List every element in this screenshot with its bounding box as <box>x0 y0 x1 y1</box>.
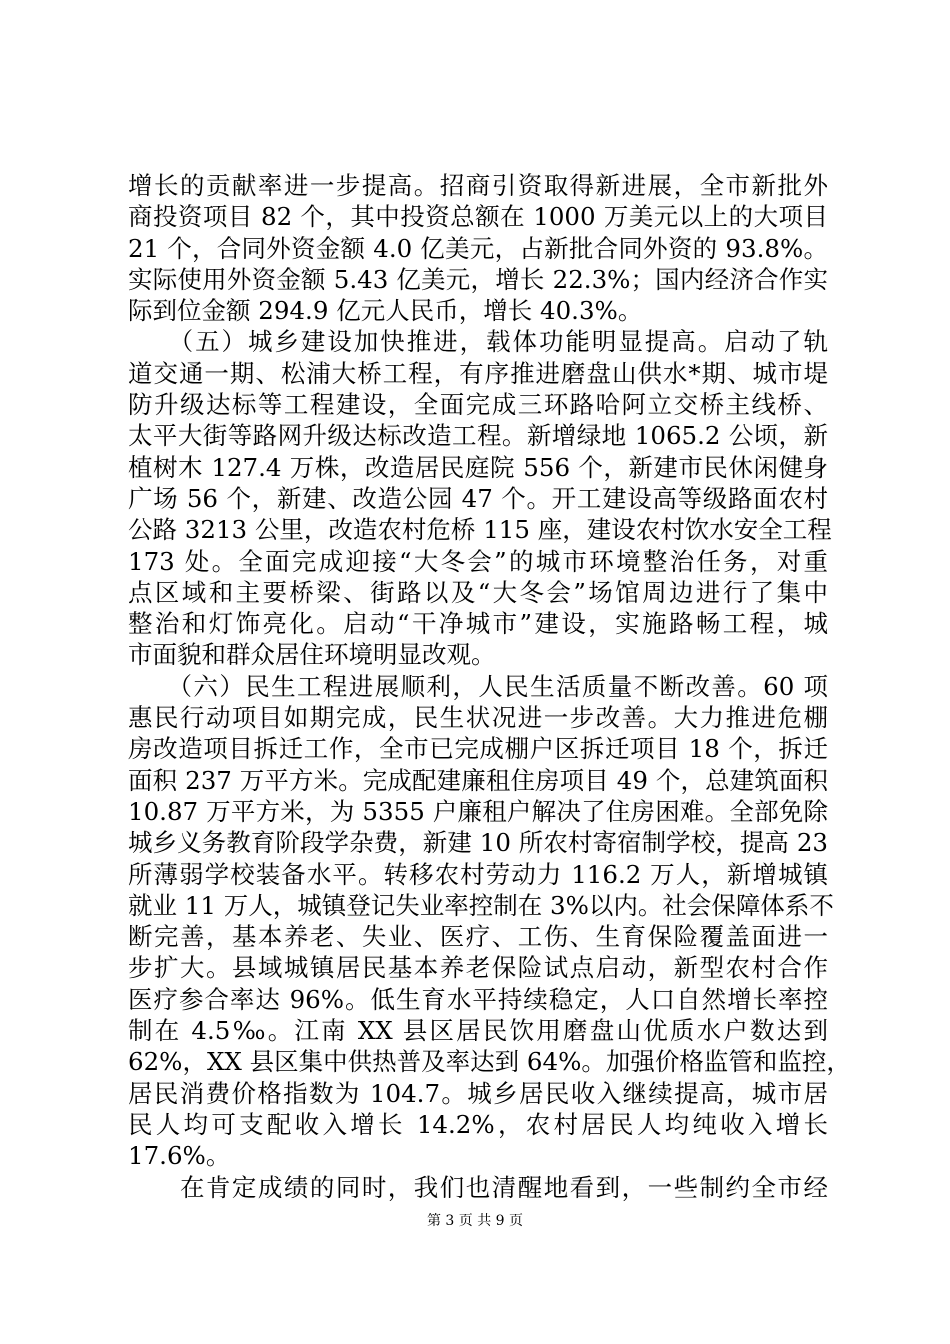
page-footer: 第 3 页 共 9 页 <box>426 1213 524 1229</box>
text-line: （六）民生工程进展顺利，人民生活质量不断改善。60 项 <box>128 671 828 701</box>
text-line: 公路 3213 公里，改造农村危桥 115 座，建设农村饮水安全工程 <box>128 515 832 545</box>
text-line: 居民消费价格指数为 104.7。城乡居民收入继续提高，城市居 <box>128 1078 828 1108</box>
text-line: 增长的贡献率进一步提高。招商引资取得新进展，全市新批外 <box>128 171 828 200</box>
text-line: 实际使用外资金额 5.43 亿美元，增长 22.3%；国内经济合作实 <box>128 264 828 294</box>
text-line: 21 个，合同外资金额 4.0 亿美元，占新批合同外资的 93.8%。 <box>128 233 828 263</box>
text-line: 太平大街等路网升级达标改造工程。新增绿地 1065.2 公顷，新 <box>128 421 828 451</box>
text-line: 整治和灯饰亮化。启动“干净城市”建设，实施路畅工程，城 <box>128 609 828 639</box>
text-line: 就业 11 万人，城镇登记失业率控制在 3%以内。社会保障体系不 <box>128 890 834 920</box>
text-line: 医疗参合率达 96%。低生育水平持续稳定，人口自然增长率控 <box>128 984 828 1014</box>
text-line: 17.6%。 <box>128 1141 231 1171</box>
text-line: 面积 237 万平方米。完成配建廉租住房项目 49 个，总建筑面积 <box>128 765 828 795</box>
text-line: 商投资项目 82 个，其中投资总额在 1000 万美元以上的大项目 <box>128 202 828 232</box>
text-line: 惠民行动项目如期完成，民生状况进一步改善。大力推进危棚 <box>128 703 828 733</box>
text-line: 际到位金额 294.9 亿元人民币，增长 40.3%。 <box>128 296 643 326</box>
text-line: 制在 4.5‰。江南 XX 县区居民饮用磨盘山优质水户数达到 <box>128 1016 828 1046</box>
text-line: 所薄弱学校装备水平。转移农村劳动力 116.2 万人，新增城镇 <box>128 859 828 889</box>
text-line: 城乡义务教育阶段学杂费，新建 10 所农村寄宿制学校，提高 23 <box>128 828 828 858</box>
text-line: 在肯定成绩的同时，我们也清醒地看到，一些制约全市经 <box>128 1172 828 1202</box>
text-line: 民人均可支配收入增长 14.2%，农村居民人均纯收入增长 <box>128 1109 828 1139</box>
text-line: 173 处。全面完成迎接“大冬会”的城市环境整治任务，对重 <box>128 546 828 576</box>
text-line: 防升级达标等工程建设，全面完成三环路哈阿立交桥主线桥、 <box>128 390 828 420</box>
text-line: 道交通一期、松浦大桥工程，有序推进磨盘山供水*期、城市堤 <box>128 358 828 388</box>
text-line: 步扩大。县域城镇居民基本养老保险试点启动，新型农村合作 <box>128 953 828 983</box>
text-line: 62%，XX 县区集中供热普及率达到 64%。加强价格监管和监控， <box>128 1047 851 1077</box>
text-line: 点区域和主要桥梁、街路以及“大冬会”场馆周边进行了集中 <box>128 577 828 607</box>
text-line: 房改造项目拆迁工作，全市已完成棚户区拆迁项目 18 个，拆迁 <box>128 734 828 764</box>
text-line: 植树木 127.4 万株，改造居民庭院 556 个，新建市民休闲健身 <box>128 452 828 482</box>
text-line: （五）城乡建设加快推进，载体功能明显提高。启动了轨 <box>128 327 828 357</box>
text-line: 市面貌和群众居住环境明显改观。 <box>128 640 496 670</box>
text-line: 断完善，基本养老、失业、医疗、工伤、生育保险覆盖面进一 <box>128 922 828 952</box>
text-line: 10.87 万平方米，为 5355 户廉租户解决了住房困难。全部免除 <box>128 796 828 826</box>
document-body <box>128 170 851 1203</box>
text-line: 广场 56 个，新建、改造公园 47 个。开工建设高等级路面农村 <box>128 483 828 513</box>
